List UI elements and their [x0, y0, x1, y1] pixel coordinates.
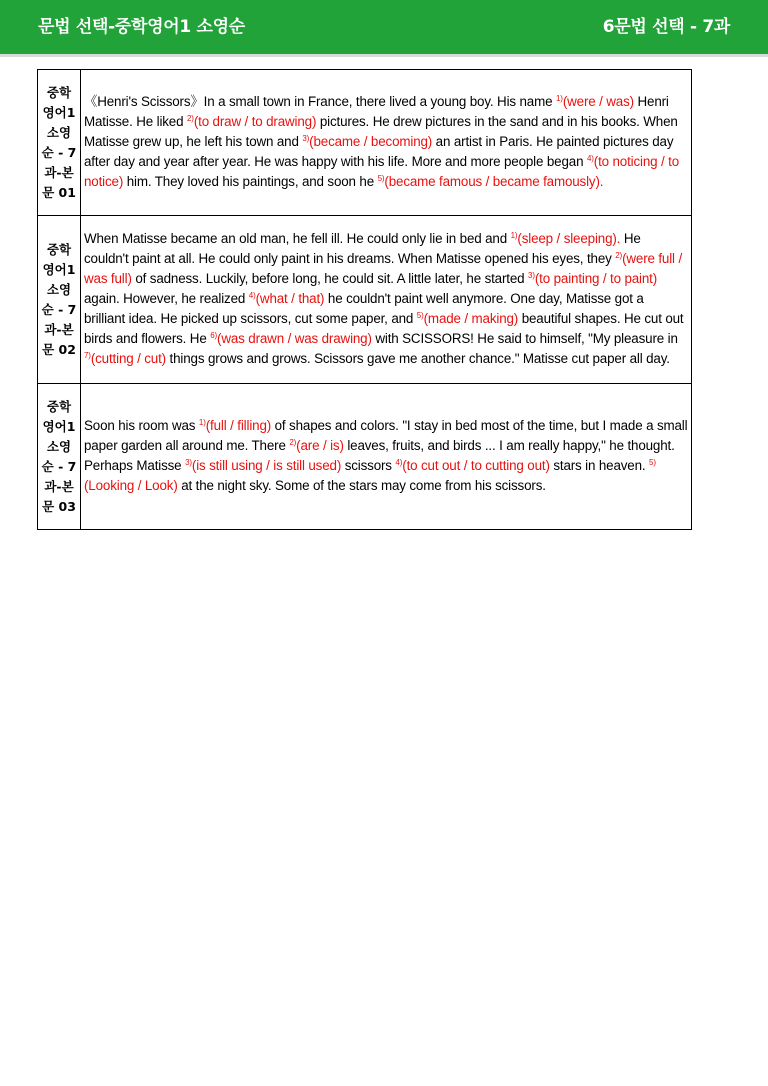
- passage-segment: 《Henri's Scissors》In a small town in France, there lived a young boy. His name: [84, 94, 556, 109]
- grammar-choice: (to draw / to drawing): [193, 114, 317, 129]
- grammar-choice: (was drawn / was drawing): [217, 331, 372, 346]
- passage-segment: Soon his room was: [84, 418, 199, 433]
- passage-segment: Henri Matisse. He liked: [84, 94, 669, 129]
- label-line: 소영: [46, 281, 72, 297]
- label-line: 중학: [46, 84, 72, 100]
- label-line: 영어1: [42, 261, 76, 277]
- label-line: 순 - 7: [41, 458, 77, 474]
- grammar-choice: (to noticing / to notice): [84, 154, 680, 189]
- label-line: 영어1: [42, 418, 76, 434]
- table-row: [38, 384, 692, 530]
- worksheet-title: 문법 선택-중학영어1 소영순: [38, 17, 245, 37]
- passage-segment: with SCISSORS! He said to himself, "My pleasure in: [371, 331, 678, 346]
- label-line: 과-본: [44, 321, 74, 337]
- passage-text: [81, 216, 692, 384]
- question-number: 7): [84, 351, 91, 360]
- grammar-table: [37, 69, 692, 530]
- label-line: 과-본: [44, 478, 74, 494]
- question-number: 2): [186, 114, 194, 123]
- question-number: 5): [377, 174, 385, 183]
- grammar-choice: (are / is): [296, 438, 344, 453]
- passage-label: [38, 384, 81, 530]
- label-line: 소영: [46, 438, 72, 454]
- grammar-choice: (to cut out / to cutting out): [402, 458, 550, 473]
- question-number: 5): [649, 458, 656, 467]
- passage-segment: again. However, he realized: [84, 291, 249, 306]
- question-number: 5): [416, 311, 424, 320]
- passage-segment: of sadness. Luckily, before long, he could sit. A little later, he started: [131, 271, 529, 286]
- question-number: 1): [510, 231, 518, 240]
- question-number: 2): [289, 438, 297, 447]
- grammar-choice: (were / was): [562, 94, 634, 109]
- grammar-choice: (became / becoming): [309, 134, 433, 149]
- grammar-choice: (what / that): [255, 291, 325, 306]
- question-number: 3): [302, 134, 310, 143]
- label-line: 순 - 7: [41, 144, 77, 160]
- passage-segment: When Matisse became an old man, he fell ill. He could only lie in bed and: [84, 231, 511, 246]
- question-number: 4): [586, 154, 594, 163]
- grammar-choice: (were full / was full): [84, 251, 683, 286]
- label-line: 순 - 7: [41, 301, 77, 317]
- label-line: 과-본: [44, 164, 74, 180]
- passage-segment: him. They loved his paintings, and soon he: [123, 174, 378, 189]
- page-header: [0, 0, 768, 57]
- passage-text: [81, 384, 692, 530]
- question-number: 3): [185, 458, 192, 467]
- passage-segment: He couldn't paint at all. He could only paint in his dreams. When Matisse opened his eyes, they: [84, 231, 641, 266]
- question-number: 2): [615, 251, 623, 260]
- passage-segment: an artist in Paris. He painted pictures day after day and year after year. He was happy with his life. More and more people began: [84, 134, 674, 169]
- grammar-choice: (is still using / is still used): [191, 458, 342, 473]
- label-line: 중학: [46, 241, 72, 257]
- grammar-choice: (made / making): [423, 311, 519, 326]
- label-line: 문 03: [42, 498, 76, 514]
- question-number: 4): [395, 458, 403, 467]
- passage-segment: things grows and grows. Scissors gave me another chance." Matisse cut paper all day.: [165, 351, 670, 366]
- label-line: 문 01: [42, 184, 76, 200]
- passage-segment: he couldn't paint well anymore. One day, Matisse got a brilliant idea. He picked up scissors, cut some paper, and: [84, 291, 644, 326]
- passage-segment: beautiful shapes. He cut out birds and flowers. He: [84, 311, 684, 346]
- grammar-choice: (Looking / Look): [84, 478, 178, 493]
- grammar-choice: (full / filling): [205, 418, 272, 433]
- question-number: 1): [198, 418, 206, 427]
- passage-segment: scissors: [341, 458, 396, 473]
- passage-segment: leaves, fruits, and birds ... I am really happy," he thought. Perhaps Matisse: [84, 438, 675, 473]
- passage-segment: stars in heaven.: [549, 458, 650, 473]
- grammar-choice: (became famous / became famously).: [384, 174, 604, 189]
- passage-segment: at the night sky. Some of the stars may come from his scissors.: [177, 478, 546, 493]
- question-number: 4): [248, 291, 256, 300]
- passage-label: [38, 70, 81, 216]
- label-line: 중학: [46, 398, 72, 414]
- grammar-choice: (to painting / to paint): [534, 271, 658, 286]
- label-line: 소영: [46, 124, 72, 140]
- passage-segment: of shapes and colors. "I stay in bed most of the time, but I made a small paper garden all around me. There: [84, 418, 688, 453]
- grammar-choice: (sleep / sleeping).: [517, 231, 621, 246]
- grammar-choice: (cutting / cut): [90, 351, 166, 366]
- passage-text: [81, 70, 692, 216]
- question-number: 3): [528, 271, 535, 280]
- label-line: 영어1: [42, 104, 76, 120]
- lesson-label: 6문법 선택 - 7과: [602, 17, 730, 37]
- passage-segment: pictures. He drew pictures in the sand and in his books. When Matisse grew up, he left his town and: [84, 114, 678, 149]
- question-number: 1): [555, 94, 563, 103]
- table-row: [38, 216, 692, 384]
- label-line: 문 02: [42, 341, 76, 357]
- table-row: [38, 70, 692, 216]
- passage-label: [38, 216, 81, 384]
- question-number: 6): [210, 331, 218, 340]
